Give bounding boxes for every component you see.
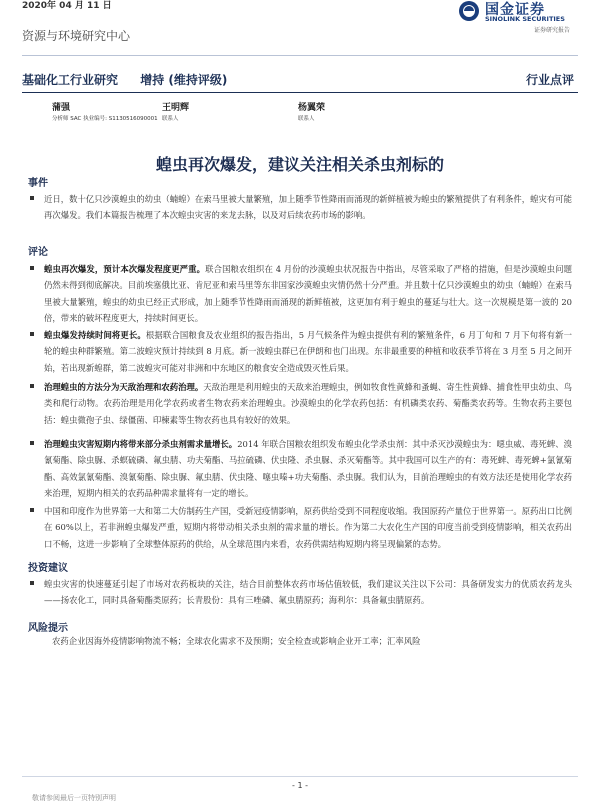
report-date: 2020年 04 月 11 日 — [22, 1, 112, 11]
comment-paragraph-1: 蝗虫再次爆发，预计本次爆发程度更严重。联合国粮农组织在 4 月份的沙漠蝗虫状况报告中指出，尽管采取了严格的措施，但是沙漠蝗虫问题仍然未得到彻底解决。目前埃塞俄比亚、肯尼亚和索马里等东非国家沙漠蝗虫灾情仍然十分严重。并且数十亿只沙漠蝗虫的幼虫（蝻蝗）在索马里被大量繁殖，蝗虫的幼虫已经正式形成，加上随季节性降雨而涌现的新鲜植被，这更加有利于蝗虫的蔓延与壮大。这一次规模是第一波的 20 倍，带来的破坏程度更大，持续时间更长。 — [44, 261, 572, 327]
analyst-credential: 分析师 SAC 执业编号: S1130516090001 — [52, 116, 158, 122]
bullet-icon — [30, 508, 34, 512]
analyst-3 — [298, 100, 325, 122]
event-paragraph: 近日，数十亿只沙漠蝗虫的幼虫（蝻蝗）在索马里被大量繁殖，加上随季节性降雨而涌现的新鲜植被为蝗虫的繁殖提供了有利条件，蝗灾有可能再次爆发。我们本篇报告梳理了本次蝗虫灾害的来龙去脉，以及对后续农药市场的影响。 — [44, 191, 572, 224]
analyst-name: 蒲强 — [52, 103, 71, 113]
sinolink-logo-icon — [458, 0, 480, 22]
comment-paragraph-2: 蝗虫爆发持续时间将更长。根据联合国粮食及农业组织的报告指出，5 月气候条件为蝗虫提供有利的繁殖条件，6 月丁旬和 7 月下旬将有新一轮的蝗虫种群繁殖。第二波蝗灾预计持续到 8 月底。新一波蝗虫群已在伊朗和也门出现。东非最重要的种植和收获季节将在 3 月至 5 月之间开始，若出现新蝗群，第二波蝗灾可能对非洲和中东地区的粮食安全造成毁灭性后果。 — [44, 327, 572, 376]
comment-paragraph-3: 治理蝗虫的方法分为天敌治理和农药治理。天敌治理是利用蝗虫的天敌来治理蝗虫，例如牧食性黄蜂和蚤蝇、寄生性黄蜂、捕食性甲虫幼虫、鸟类和爬行动物。农药治理是用化学农药或者生物农药来治理蝗虫。沙漠蝗虫的化学农药包括：有机磷类农药、菊酯类农药等。生物农药主要包括：蝗虫微孢子虫、绿僵菌、印楝素等生物农药也具有较好的效果。 — [44, 379, 572, 428]
bullet-icon — [30, 332, 34, 336]
bullet-icon — [30, 581, 34, 585]
risk-paragraph: 农药企业因海外疫情影响物流不畅；全球农化需求不及预期；安全检查或影响企业开工率；汇率风险 — [52, 636, 421, 646]
comment-lead: 蝗虫再次爆发，预计本次爆发程度更严重。 — [44, 264, 206, 274]
analyst-2 — [162, 100, 189, 122]
logo-name-cn: 国金证券 — [485, 2, 545, 18]
section-event-heading: 事件 — [28, 178, 48, 189]
section-comment-heading: 评论 — [28, 247, 48, 258]
comment-paragraph-5: 中国和印度作为世界第一大和第二大仿制药生产国，受新冠疫情影响，原药供给受到不同程度收缩。我国原药产量位于世界第一。原药出口比例在 60%以上，若非洲蝗虫爆发严重，短期内将带动相关杀虫剂的需求量的增长。作为第二大农化生产国的印度当前受到疫情影响，相关农药出口不畅，这进一步影响了全球整体原药的供给，从全球范围内来看，农药供需结构短期内将呈现偏紧的态势。 — [44, 503, 572, 552]
page-number: - 1 - — [292, 781, 308, 790]
analyst-1 — [52, 100, 158, 122]
brand-logo — [458, 0, 588, 34]
analyst-role: 联系人 — [162, 116, 179, 122]
section-invest-heading: 投资建议 — [28, 563, 68, 574]
comment-lead: 蝗虫爆发持续时间将更长。 — [44, 330, 146, 340]
industry-label: 基础化工行业研究 — [22, 73, 119, 87]
bullet-icon — [30, 266, 34, 270]
report-header-left — [22, 71, 245, 88]
research-center: 资源与环境研究中心 — [22, 29, 131, 43]
footer-divider — [22, 776, 578, 777]
footer-disclaimer: 敬请参阅最后一页特别声明 — [32, 794, 116, 802]
bullet-icon — [30, 384, 34, 388]
rating-label: 增持 (维持评级) — [140, 73, 228, 87]
header-divider-strong — [22, 92, 578, 93]
comment-paragraph-4: 治理蝗虫灾害短期内将带来部分杀虫剂需求量增长。2014 年联合国粮农组织发布蝗虫化学杀虫剂：其中杀灭沙漠蝗虫为：噁虫威、毒死蜱、溴氰菊酯、除虫脲、杀螟硫磷、氟虫腈、功夫菊酯、马拉硫磷、伏虫隆、杀虫脲、杀灭菊酯等。其中我国可以生产的有：毒死蜱、毒死蜱+氯氰菊酯、高效氯氰菊酯、溴氰菊酯、除虫脲、氟虫腈、伏虫隆、噻虫嗪+功夫菊酯、杀虫脲。我们认为，目前治理蝗虫的有效方法还是使用化学农药来治理，短期内相关的农药品种需求量将有一定的增长。 — [44, 436, 572, 502]
bullet-icon — [30, 441, 34, 445]
logo-subtitle: 证券研究报告 — [534, 27, 571, 34]
report-type: 行业点评 — [525, 73, 574, 87]
logo-name-en: SINOLINK SECURITIES — [485, 15, 565, 23]
invest-paragraph: 蝗虫灾害的快速蔓延引起了市场对农药板块的关注，结合目前整体农药市场估值较低，我们建议关注以下公司：具备研发实力的优质农药龙头——扬农化工，同时具备菊酯类原药；长青股份：具有三唑磷、氟虫腈原药；海利尔：具备氟虫腈原药。 — [44, 576, 572, 609]
analyst-role: 联系人 — [298, 116, 315, 122]
comment-lead: 治理蝗虫的方法分为天敌治理和农药治理。 — [44, 382, 204, 392]
analyst-name: 王明辉 — [162, 103, 190, 113]
bullet-icon — [30, 196, 34, 200]
report-title: 蝗虫再次爆发，建议关注相关杀虫剂标的 — [155, 155, 444, 174]
comment-lead: 治理蝗虫灾害短期内将带来部分杀虫剂需求量增长。 — [44, 439, 238, 449]
header-divider — [22, 55, 578, 56]
section-risk-heading: 风险提示 — [28, 623, 68, 634]
analyst-name: 杨翼荣 — [298, 103, 326, 113]
